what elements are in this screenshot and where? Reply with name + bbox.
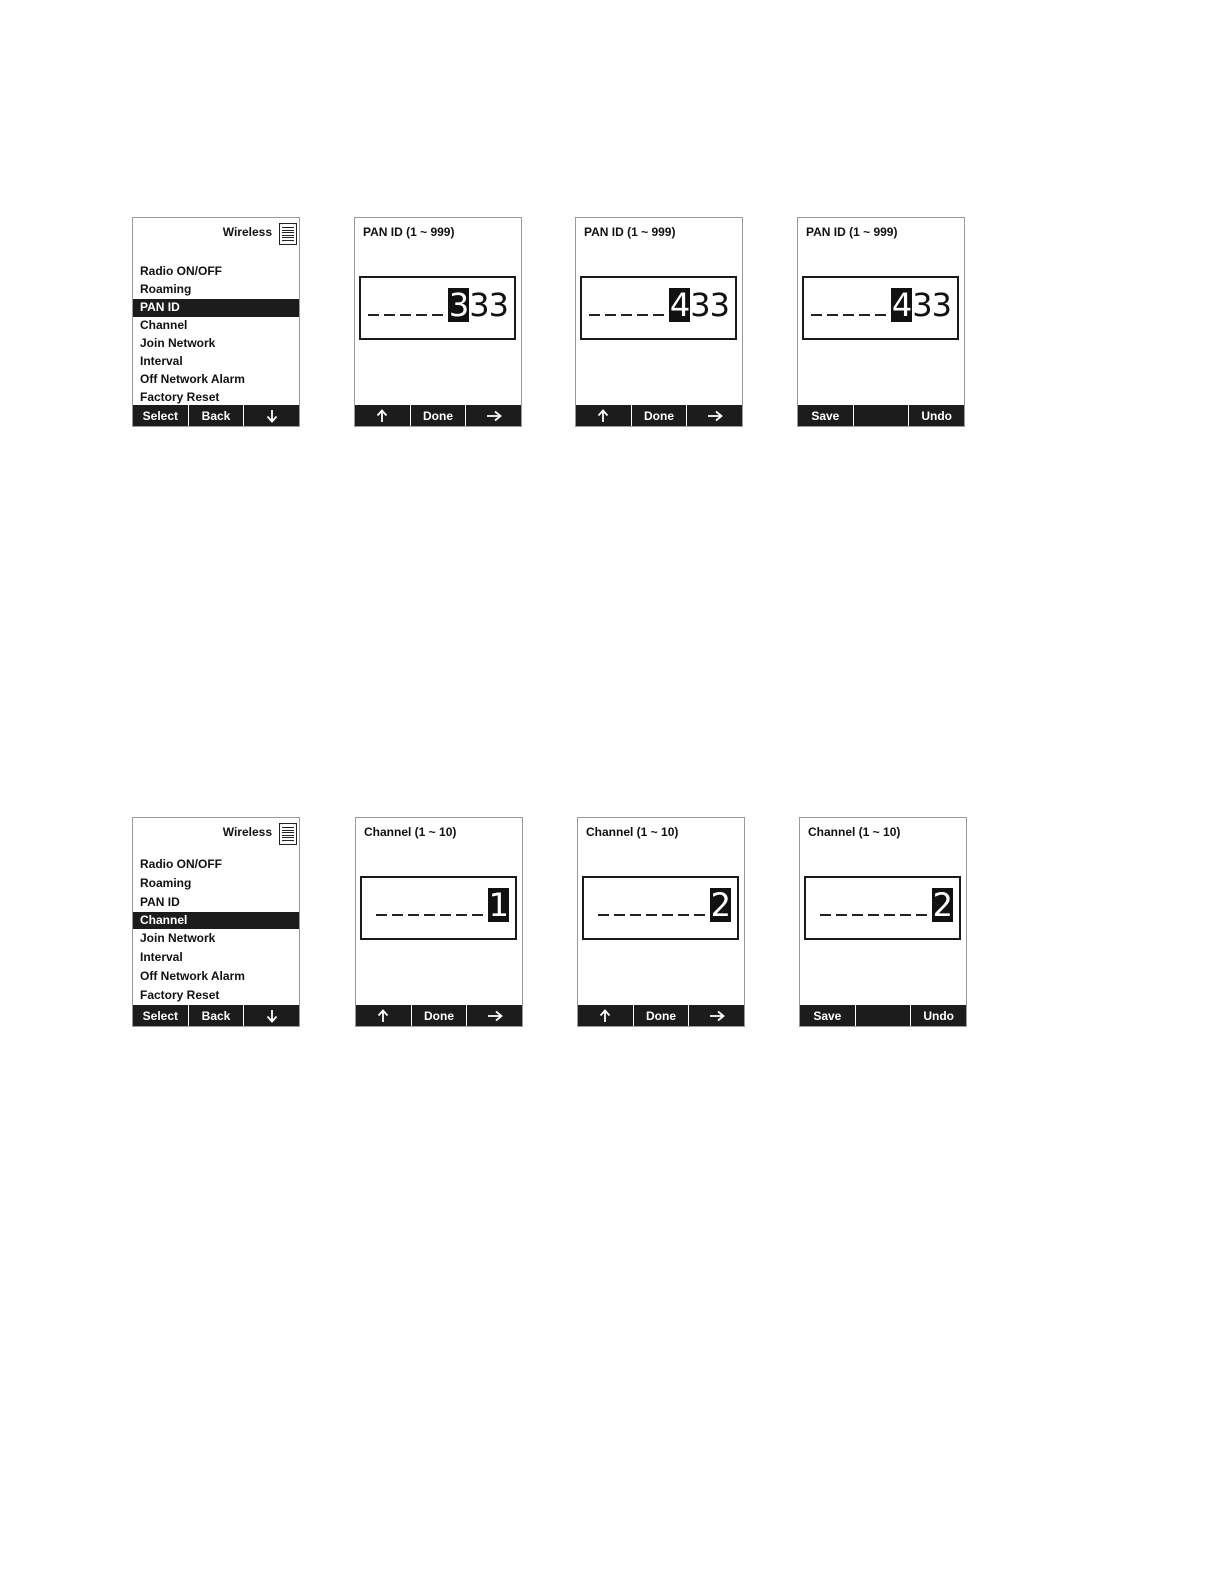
wireless-menu-screen <box>132 817 300 1027</box>
right-arrow-icon <box>707 410 723 422</box>
blank-softkey[interactable] <box>854 405 910 426</box>
value-entry-field[interactable] <box>359 276 516 340</box>
channel-edit-screen <box>355 817 523 1027</box>
up-arrow-icon <box>599 1009 611 1023</box>
softkey-bar <box>798 405 964 426</box>
pan-id-edit-screen <box>575 217 743 427</box>
done-softkey[interactable]: Done <box>632 405 688 426</box>
done-softkey[interactable]: Done <box>411 405 467 426</box>
value-digits: 33 <box>469 286 508 324</box>
cursor-digit: 4 <box>669 286 690 324</box>
menu-item-factory-reset[interactable]: Factory Reset <box>140 988 220 1002</box>
screen-title: Wireless <box>222 825 272 839</box>
menu-item-pan-id[interactable]: PAN ID <box>133 299 299 317</box>
down-arrow-icon <box>266 409 278 423</box>
right-softkey[interactable] <box>467 1005 522 1026</box>
softkey-bar <box>576 405 742 426</box>
screen-title: Channel (1 ~ 10) <box>364 825 457 839</box>
right-softkey[interactable] <box>466 405 521 426</box>
save-softkey[interactable]: Save <box>800 1005 856 1026</box>
select-softkey[interactable]: Select <box>133 405 189 426</box>
menu-item-join-network[interactable]: Join Network <box>140 336 216 350</box>
wireless-menu-screen <box>132 217 300 427</box>
up-softkey[interactable] <box>355 405 411 426</box>
back-softkey[interactable]: Back <box>189 1005 245 1026</box>
menu-item-interval[interactable]: Interval <box>140 950 183 964</box>
screen-title: PAN ID (1 ~ 999) <box>363 225 455 239</box>
channel-save-screen <box>799 817 967 1027</box>
softkey-bar <box>356 1005 522 1026</box>
softkey-bar <box>578 1005 744 1026</box>
value-entry-field[interactable] <box>582 876 739 940</box>
right-softkey[interactable] <box>687 405 742 426</box>
pan-id-edit-screen <box>354 217 522 427</box>
menu-item-channel[interactable]: Channel <box>133 912 299 929</box>
menu-list <box>133 855 299 1005</box>
menu-item-radio-on-off[interactable]: Radio ON/OFF <box>140 857 222 871</box>
cursor-digit: 2 <box>932 886 952 924</box>
menu-list <box>133 263 299 407</box>
screen-title: Channel (1 ~ 10) <box>808 825 901 839</box>
softkey-bar <box>133 405 299 426</box>
screen-title: PAN ID (1 ~ 999) <box>806 225 898 239</box>
menu-item-interval[interactable]: Interval <box>140 354 183 368</box>
screen-title: Channel (1 ~ 10) <box>586 825 679 839</box>
done-softkey[interactable]: Done <box>412 1005 468 1026</box>
value-digits: 33 <box>912 286 951 324</box>
menu-item-off-network-alarm[interactable]: Off Network Alarm <box>140 969 245 983</box>
screen-title: PAN ID (1 ~ 999) <box>584 225 676 239</box>
list-icon <box>279 823 297 845</box>
cursor-digit: 2 <box>710 886 730 924</box>
value-entry-field[interactable] <box>360 876 517 940</box>
blank-softkey[interactable] <box>856 1005 912 1026</box>
screen-title: Wireless <box>222 225 272 239</box>
right-arrow-icon <box>709 1010 725 1022</box>
value-entry-field[interactable] <box>802 276 959 340</box>
down-softkey[interactable] <box>244 1005 299 1026</box>
menu-item-channel[interactable]: Channel <box>140 318 188 332</box>
up-softkey[interactable] <box>578 1005 634 1026</box>
softkey-bar <box>800 1005 966 1026</box>
menu-item-off-network-alarm[interactable]: Off Network Alarm <box>140 372 245 386</box>
softkey-bar <box>355 405 521 426</box>
channel-edit-screen <box>577 817 745 1027</box>
down-softkey[interactable] <box>244 405 299 426</box>
pan-id-save-screen <box>797 217 965 427</box>
value-entry-field[interactable] <box>580 276 737 340</box>
value-entry-field[interactable] <box>804 876 961 940</box>
up-arrow-icon <box>376 409 388 423</box>
menu-item-roaming[interactable]: Roaming <box>140 876 192 890</box>
right-arrow-icon <box>487 1010 503 1022</box>
undo-softkey[interactable]: Undo <box>909 405 964 426</box>
up-arrow-icon <box>377 1009 389 1023</box>
menu-item-factory-reset[interactable]: Factory Reset <box>140 390 220 404</box>
undo-softkey[interactable]: Undo <box>911 1005 966 1026</box>
menu-item-roaming[interactable]: Roaming <box>140 282 192 296</box>
menu-item-pan-id[interactable]: PAN ID <box>140 895 180 909</box>
right-arrow-icon <box>486 410 502 422</box>
value-digits: 33 <box>690 286 729 324</box>
up-softkey[interactable] <box>356 1005 412 1026</box>
up-arrow-icon <box>597 409 609 423</box>
select-softkey[interactable]: Select <box>133 1005 189 1026</box>
up-softkey[interactable] <box>576 405 632 426</box>
menu-item-radio-on-off[interactable]: Radio ON/OFF <box>140 264 222 278</box>
softkey-bar <box>133 1005 299 1026</box>
right-softkey[interactable] <box>689 1005 744 1026</box>
cursor-digit: 3 <box>448 286 469 324</box>
cursor-digit: 4 <box>891 286 912 324</box>
down-arrow-icon <box>266 1009 278 1023</box>
save-softkey[interactable]: Save <box>798 405 854 426</box>
back-softkey[interactable]: Back <box>189 405 245 426</box>
done-softkey[interactable]: Done <box>634 1005 690 1026</box>
cursor-digit: 1 <box>488 886 508 924</box>
menu-item-join-network[interactable]: Join Network <box>140 931 216 945</box>
list-icon <box>279 223 297 245</box>
